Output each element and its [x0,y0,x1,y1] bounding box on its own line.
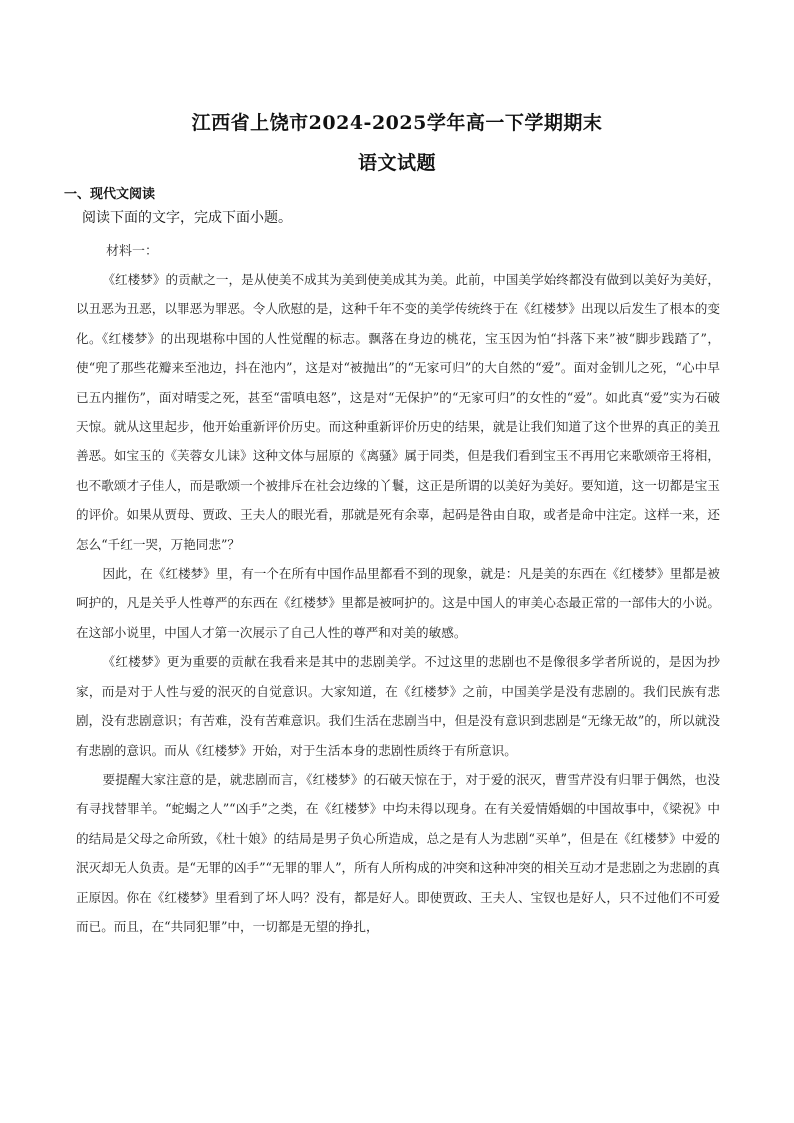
paragraph-3: 《红楼梦》更为重要的贡献在我看来是其中的悲剧美学。不过这里的悲剧也不是像很多学者所说的，是因为抄家，而是对于人性与爱的泯灭的自觉意识。大家知道，在《红楼梦》之前，中国美学是没有悲剧的。我们民族有悲剧，没有悲剧意识；有苦难，没有苦难意识。我们生活在悲剧当中，但是没有意识到悲剧是“无缘无故”的，所以就没有悲剧的意识。而从《红楼梦》开始，对于生活本身的悲剧性质终于有所意识。 [76,654,720,758]
section-heading: 一、现代文阅读 [64,187,156,202]
paragraph-1: 《红楼梦》的贡献之一，是从使美不成其为美到使美成其为美。此前，中国美学始终都没有做到以美好为美好，以丑恶为丑恶，以罪恶为罪恶。令人欣慰的是，这种千年不变的美学传统终于在《红楼梦》出现以后发生了根本的变化。《红楼梦》的出现堪称中国的人性觉醒的标志。飘落在身边的桃花，宝玉因为怕“抖落下来”被“脚步践踏了”，使“兜了那些花瓣来至池边，抖在池内”，这是对“被抛出”的“无家可归”的大自然的“爱”。面对金钏儿之死，“心中早已五内摧伤”，面对晴雯之死，甚至“雷嗔电怒”，这是对“无保护”的“无家可归”的女性的“爱”。如此真“爱”实为石破天惊。就从这里起步，他开始重新评价历史。而这种重新评价历史的结果，就是让我们知道了这个世界的真正的美丑善恶。如宝玉的《芙蓉女儿诔》这种文体与屈原的《离骚》属于同类，但是我们看到宝玉不再用它来歌颂帝王将相，也不歌颂才子佳人，而是歌颂一个被排斥在社会边缘的丫鬟，这正是所谓的以美好为美好。要知道，这一切都是宝玉的评价。如果从贾母、贾政、王夫人的眼光看，那就是死有余辜，起码是咎由自取，或者是命中注定。这样一来，还怎么“千红一哭，万艳同悲”？ [76,272,720,552]
instruction-text: 阅读下面的文字，完成下面小题。 [82,210,292,226]
material-label: 材料一： [106,244,159,259]
passage-body [76,265,720,941]
paragraph-2: 因此，在《红楼梦》里，有一个在所有中国作品里都看不到的现象，就是：凡是美的东西在《红楼梦》里都是被呵护的，凡是关乎人性尊严的东西在《红楼梦》里都是被呵护的。这是中国人的审美心态最正常的一部伟大的小说。在这部小说里，中国人才第一次展示了自己人性的尊严和对美的敏感。 [76,566,720,640]
paragraph-4: 要提醒大家注意的是，就悲剧而言，《红楼梦》的石破天惊在于，对于爱的泯灭，曹雪芹没有归罪于偶然，也没有寻找替罪羊。“蛇蝎之人”“凶手”之类，在《红楼梦》中均未得以现身。在有关爱情婚姻的中国故事中，《梁祝》中的结局是父母之命所致，《杜十娘》的结局是男子负心所造成，总之是有人为悲剧“买单”，但是在《红楼梦》中爱的泯灭却无人负责。是“无罪的凶手”“无罪的罪人”，所有人所构成的冲突和这种冲突的相关互动才是悲剧之为悲剧的真正原因。你在《红楼梦》里看到了坏人吗？没有，都是好人。即使贾政、王夫人、宝钗也是好人，只不过他们不可爱而已。而且，在“共同犯罪”中，一切都是无望的挣扎， [76,771,720,934]
exam-title: 江西省上饶市2024-2025学年高一下学期期末 [191,112,603,134]
subject-title: 语文试题 [357,152,436,174]
